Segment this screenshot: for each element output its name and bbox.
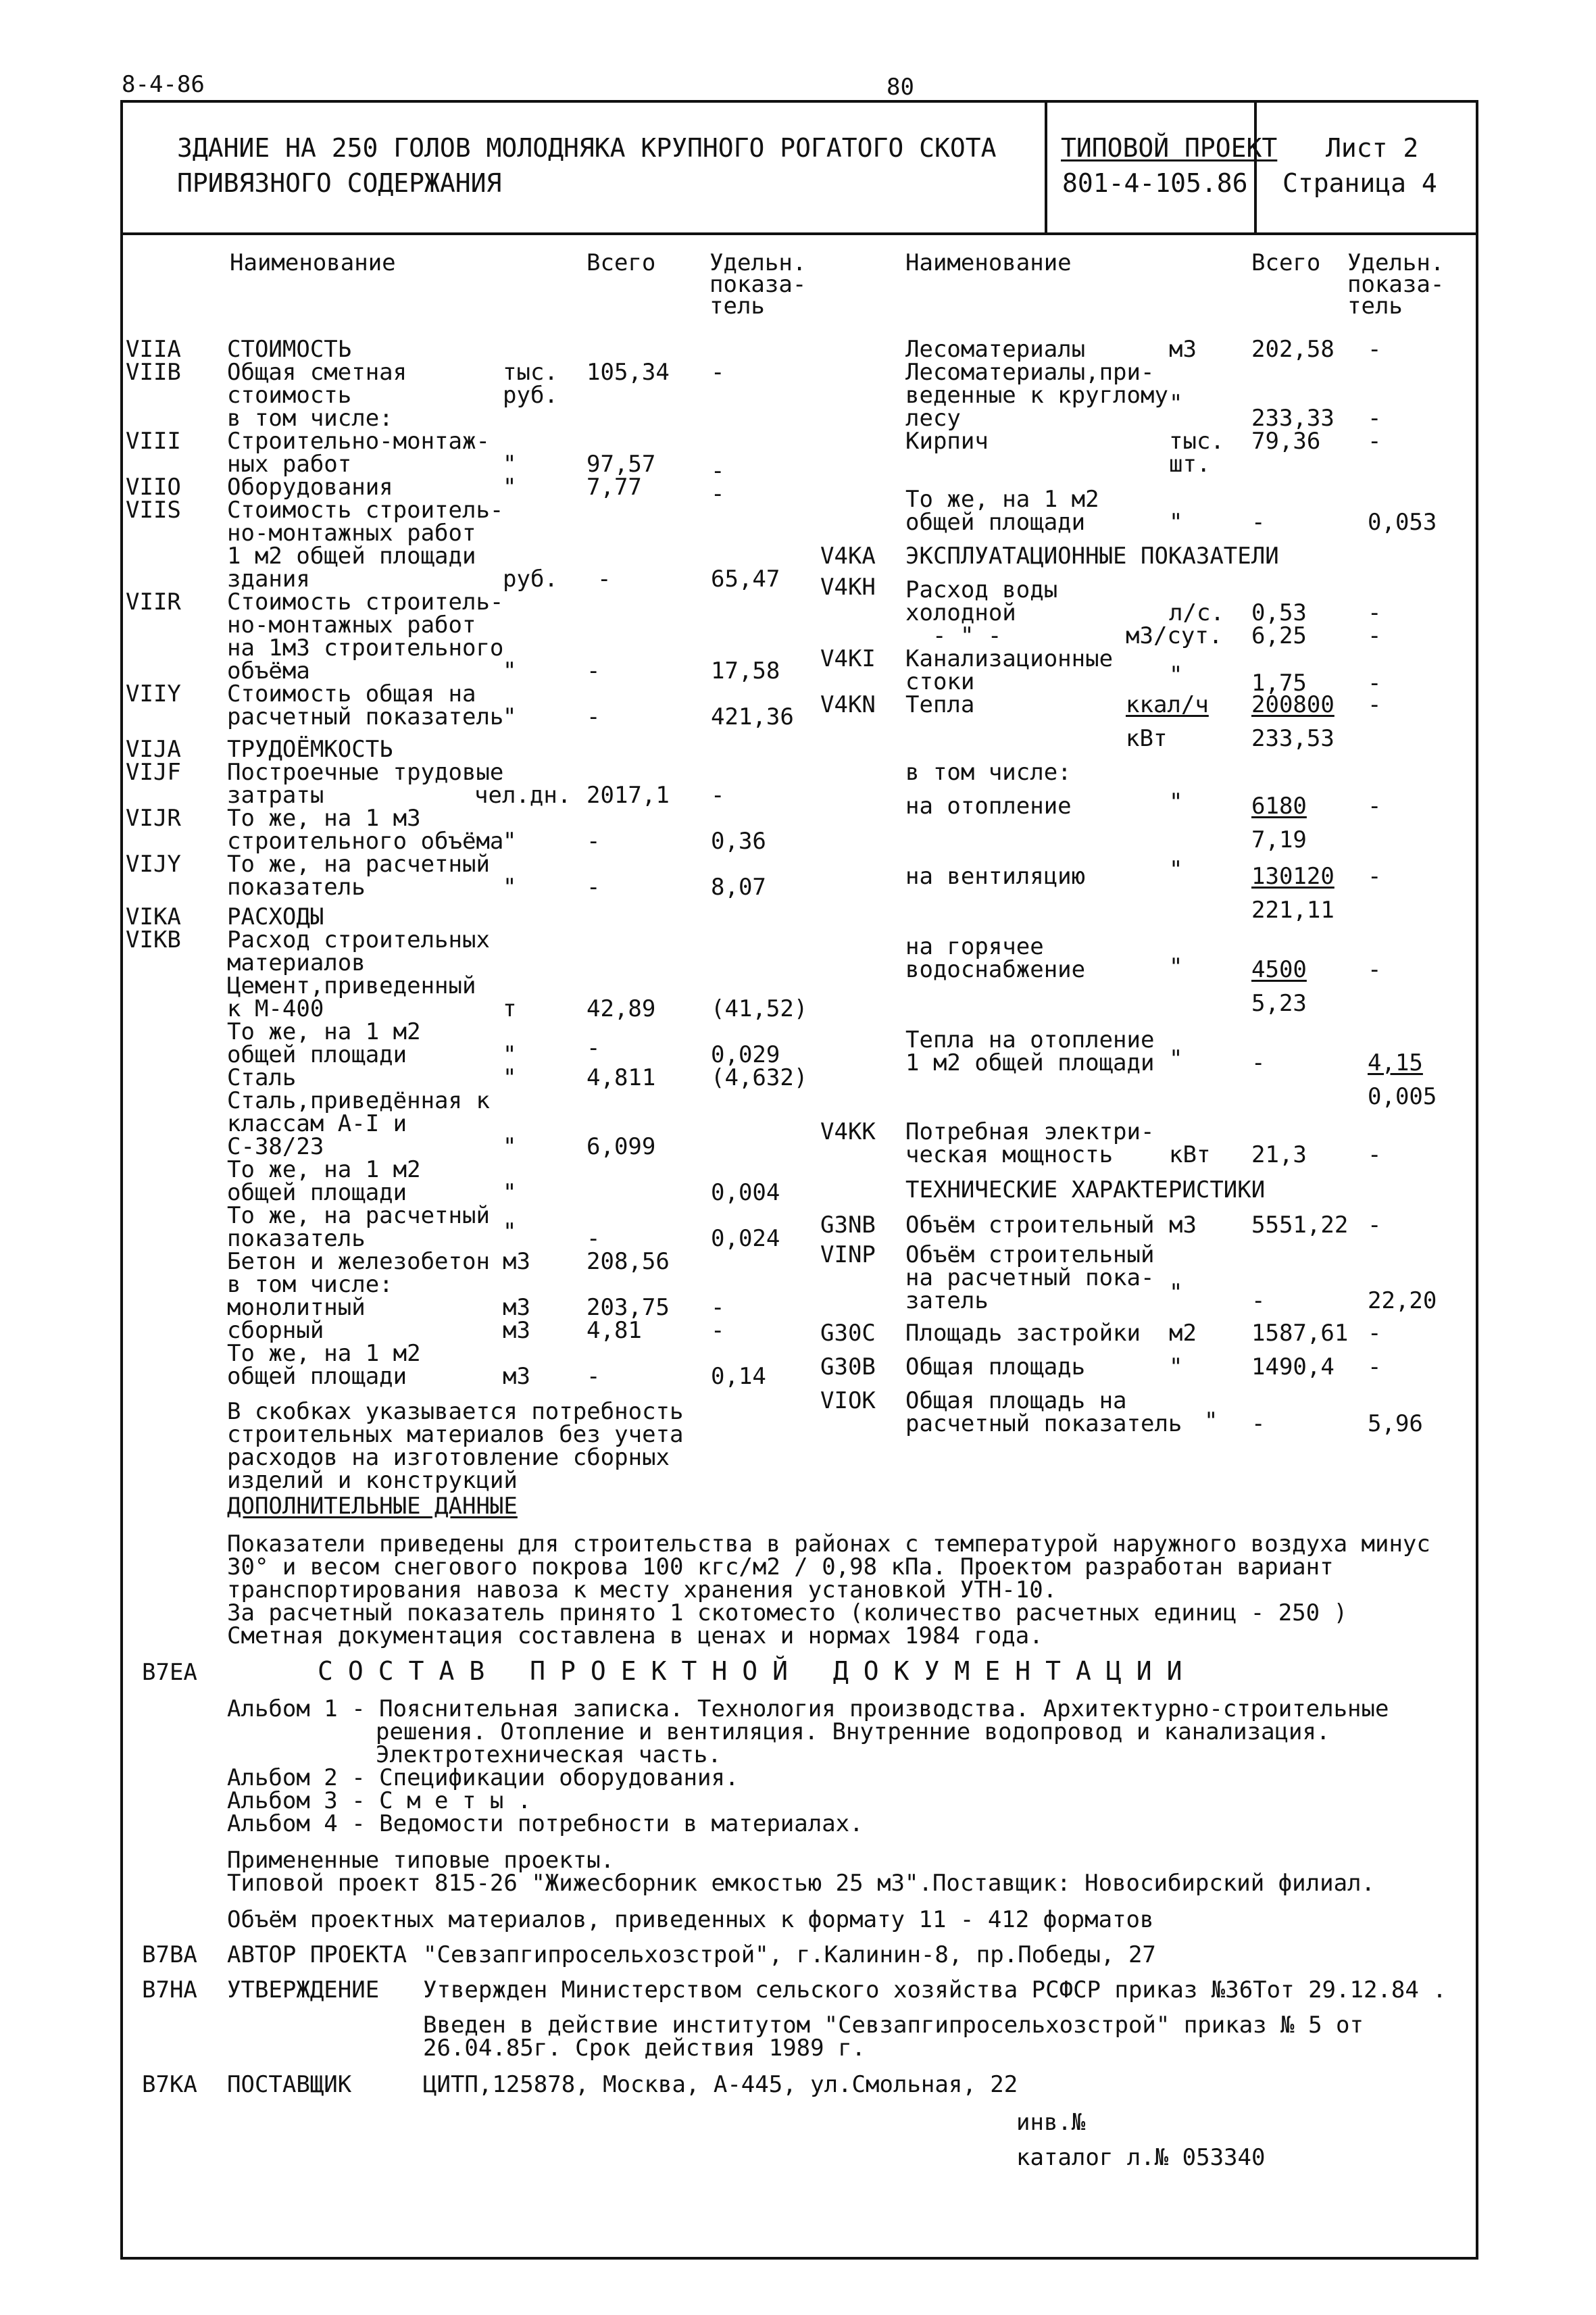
album-line: Альбом 1 - Пояснительная записка. Технология производства. Архитектурно-строительные xyxy=(227,1695,1389,1722)
row-code: B7KA xyxy=(142,2071,197,2098)
row-code: VIIA xyxy=(126,336,181,363)
row-name: затель xyxy=(905,1287,989,1314)
row-name: Объём строительный xyxy=(905,1212,1155,1239)
section-heading: СТОИМОСТЬ xyxy=(227,336,352,363)
row-unit: м3 xyxy=(1169,1212,1197,1239)
row-code: V4KI xyxy=(820,645,876,672)
row-total: 105,34 xyxy=(587,359,670,386)
document-code: 8-4-86 xyxy=(122,71,205,98)
col-spec-right-2: показа- xyxy=(1347,271,1445,298)
row-unit: тыс. xyxy=(1169,428,1224,455)
row-code: VIOK xyxy=(820,1387,876,1414)
row-spec: - xyxy=(711,1317,725,1344)
row-spec: 0,14 xyxy=(711,1363,766,1390)
row-spec: - xyxy=(711,457,725,484)
col-name-left: Наименование xyxy=(230,249,396,276)
row-name: Стоимость строитель- xyxy=(227,497,504,524)
row-total: 6,099 xyxy=(587,1133,656,1160)
row-total: 5551,22 xyxy=(1251,1212,1349,1239)
row-spec: - xyxy=(1368,956,1382,983)
row-name: в том числе: xyxy=(227,405,393,432)
section-heading: ТРУДОЁМКОСТЬ xyxy=(227,736,393,763)
note-line: расходов на изготовление сборных xyxy=(227,1444,670,1471)
row-spec: - xyxy=(1368,336,1382,363)
row-total: 130120 xyxy=(1251,863,1335,890)
row-name: сборный xyxy=(227,1317,324,1344)
inventory-number: инв.№ xyxy=(1016,2109,1086,2136)
row-code: V4KK xyxy=(820,1118,876,1145)
row-name: Общая площадь на xyxy=(905,1387,1127,1414)
row-code: VIJR xyxy=(126,805,181,832)
supplier-text: ЦИТП,125878, Москва, А-445, ул.Смольная, 22 xyxy=(423,2071,1018,2098)
row-name: монолитный xyxy=(227,1294,366,1321)
row-name: 1 м2 общей площади xyxy=(227,543,476,570)
row-name: То же, на 1 м3 xyxy=(227,805,421,832)
row-total: 202,58 xyxy=(1251,336,1335,363)
row-total: 1,75 xyxy=(1251,670,1307,697)
row-name: ных работ xyxy=(227,451,352,478)
col-spec-left-3: тель xyxy=(709,293,765,320)
row-name: Сталь xyxy=(227,1064,297,1091)
row-code: VIKA xyxy=(126,903,181,930)
sheet-label: Лист 2 xyxy=(1326,133,1419,163)
row-name: То же, на расчетный xyxy=(227,1202,490,1229)
row-spec: - xyxy=(711,480,725,507)
album-line: Альбом 2 - Спецификации оборудования. xyxy=(227,1764,739,1791)
row-unit: м2 xyxy=(1169,1320,1197,1347)
col-name-right: Наименование xyxy=(905,249,1072,276)
row-spec: 0,005 xyxy=(1368,1083,1437,1110)
row-name: здания xyxy=(227,566,310,593)
row-name: То же, на 1 м2 xyxy=(227,1018,421,1045)
note-line: В скобках указывается потребность xyxy=(227,1398,684,1425)
row-unit: м3 xyxy=(503,1294,530,1321)
row-name: Построечные трудовые xyxy=(227,759,504,786)
row-spec: 0,029 xyxy=(711,1041,780,1068)
row-name: Лесоматериалы xyxy=(905,336,1086,363)
row-code: VIII xyxy=(126,428,181,455)
row-total: - xyxy=(587,874,601,901)
row-name: общей площади xyxy=(227,1179,407,1206)
row-total: 5,23 xyxy=(1251,990,1307,1017)
row-unit: тыс. xyxy=(503,359,558,386)
composition-heading: СОСТАВ ПРОЕКТНОЙ ДОКУМЕНТАЦИИ xyxy=(318,1656,1197,1686)
row-total: 79,36 xyxy=(1251,428,1321,455)
row-unit: " xyxy=(503,828,517,855)
row-spec: - xyxy=(1368,670,1382,697)
row-spec: - xyxy=(1368,793,1382,820)
approval-text: 26.04.85г. Срок действия 1989 г. xyxy=(423,2035,866,2062)
section-heading: РАСХОДЫ xyxy=(227,903,324,930)
row-total: - xyxy=(1251,1287,1266,1314)
row-name: общей площади xyxy=(227,1363,407,1390)
row-unit: " xyxy=(1169,390,1183,417)
row-name: затраты xyxy=(227,782,324,809)
row-total: - xyxy=(1251,1410,1266,1437)
project-number: 801-4-105.86 xyxy=(1062,168,1248,198)
row-name: к М-400 xyxy=(227,995,324,1022)
row-code: VIIB xyxy=(126,359,181,386)
row-spec: 65,47 xyxy=(711,566,780,593)
row-name: Общая площадь xyxy=(905,1353,1086,1380)
row-name: Сталь,приведённая к xyxy=(227,1087,490,1114)
row-spec: - xyxy=(1368,405,1382,432)
row-unit: " xyxy=(503,474,517,501)
row-spec: - xyxy=(711,782,725,809)
row-unit: ккал/ч xyxy=(1126,691,1209,718)
album-line: Альбом 3 - С м е т ы . xyxy=(227,1787,532,1814)
album-line: Электротехническая часть. xyxy=(376,1741,722,1768)
row-name: ческая мощность xyxy=(905,1141,1114,1168)
row-spec: - xyxy=(711,1294,725,1321)
row-name: но-монтажных работ xyxy=(227,612,476,639)
row-name: С-38/23 xyxy=(227,1133,324,1160)
row-code: V4KH xyxy=(820,574,876,601)
extra-line: За расчетный показатель принято 1 скотоместо (количество расчетных единиц - 250 ) xyxy=(227,1599,1348,1626)
row-name: Канализационные xyxy=(905,645,1114,672)
row-unit: м3 xyxy=(503,1363,530,1390)
section-heading: ЭКСПЛУАТАЦИОННЫЕ ПОКАЗАТЕЛИ xyxy=(905,543,1279,570)
catalog-number: каталог л.№ 053340 xyxy=(1016,2144,1266,2171)
approval-text: Введен в действие институтом "Севзапгипросельхозстрой" приказ № 5 от xyxy=(423,2012,1364,2039)
row-unit: " xyxy=(503,657,517,684)
row-name: Расход воды xyxy=(905,576,1058,603)
header-divider xyxy=(120,232,1478,235)
row-code: VIJY xyxy=(126,851,181,878)
row-code: VIIR xyxy=(126,589,181,616)
row-spec: 22,20 xyxy=(1368,1287,1437,1314)
row-total: 203,75 xyxy=(587,1294,670,1321)
extra-line: 30° и весом снегового покрова 100 кгс/м2 / 0,98 кПа. Проектом разработан вариант xyxy=(227,1553,1334,1580)
row-spec: - xyxy=(1368,1141,1382,1168)
row-total: - xyxy=(587,1225,601,1252)
row-unit: " xyxy=(503,874,517,901)
row-name: То же, на 1 м2 xyxy=(905,486,1099,513)
row-total: 6180 xyxy=(1251,793,1307,820)
row-code: VINP xyxy=(820,1241,876,1268)
row-name: на отопление xyxy=(905,793,1072,820)
row-spec: 421,36 xyxy=(711,703,794,730)
row-unit: чел.дн. xyxy=(474,782,572,809)
page-title-line1: ЗДАНИЕ НА 250 ГОЛОВ МОЛОДНЯКА КРУПНОГО РОГАТОГО СКОТА xyxy=(177,133,997,163)
col-spec-right-1: Удельн. xyxy=(1347,249,1445,276)
extra-heading: ДОПОЛНИТЕЛЬНЫЕ ДАННЫЕ xyxy=(227,1493,518,1520)
row-spec: - xyxy=(1368,1212,1382,1239)
row-unit: м3 xyxy=(1169,336,1197,363)
row-spec: - xyxy=(1368,622,1382,649)
row-total: 1587,61 xyxy=(1251,1320,1349,1347)
row-name: Расход строительных xyxy=(227,926,490,953)
header-divider-v2 xyxy=(1254,100,1257,234)
row-name: Оборудования xyxy=(227,474,393,501)
author-label: АВТОР ПРОЕКТА xyxy=(227,1941,407,1968)
row-name: Бетон и железобетон xyxy=(227,1248,490,1275)
row-name: но-монтажных работ xyxy=(227,520,476,547)
row-unit: " xyxy=(1169,662,1183,689)
row-code: VIIO xyxy=(126,474,181,501)
row-unit: " xyxy=(1169,1045,1183,1072)
typical-projects-line: Типовой проект 815-26 "Жижесборник емкостью 25 м3".Поставщик: Новосибирский филиал. xyxy=(227,1870,1375,1897)
row-name: в том числе: xyxy=(227,1271,393,1298)
row-name: лесу xyxy=(905,405,961,432)
row-name: Потребная электри- xyxy=(905,1118,1155,1145)
row-name: расчетный показатель xyxy=(227,703,504,730)
row-total: - xyxy=(1251,1049,1266,1076)
row-total: 2017,1 xyxy=(587,782,670,809)
row-spec: (4,632) xyxy=(711,1064,808,1091)
page-label: Страница 4 xyxy=(1282,168,1437,198)
row-total: 21,3 xyxy=(1251,1141,1307,1168)
row-unit: " xyxy=(1169,1279,1183,1306)
volume-line: Объём проектных материалов, приведенных к формату 11 - 412 форматов xyxy=(227,1906,1154,1933)
album-line: решения. Отопление и вентиляция. Внутренние водопровод и канализация. xyxy=(376,1718,1330,1745)
row-spec: 0,36 xyxy=(711,828,766,855)
row-total: 7,19 xyxy=(1251,826,1307,853)
row-code: V4KN xyxy=(820,691,876,718)
project-label: ТИПОВОЙ ПРОЕКТ xyxy=(1061,133,1278,163)
row-total: 1490,4 xyxy=(1251,1353,1335,1380)
row-unit: " xyxy=(1169,509,1183,536)
row-unit: " xyxy=(503,1218,517,1245)
row-name: показатель xyxy=(227,1225,366,1252)
row-total: 42,89 xyxy=(587,995,656,1022)
row-total: - xyxy=(587,1035,601,1062)
row-unit: м3 xyxy=(503,1317,530,1344)
row-name: на расчетный пока- xyxy=(905,1264,1155,1291)
row-name: Лесоматериалы,при- xyxy=(905,359,1155,386)
row-name: холодной xyxy=(905,599,1016,626)
row-name: То же, на 1 м2 xyxy=(227,1340,421,1367)
row-code: B7BA xyxy=(142,1941,197,1968)
page-title-line2: ПРИВЯЗНОГО СОДЕРЖАНИЯ xyxy=(177,168,502,198)
row-name: Цемент,приведенный xyxy=(227,972,476,999)
row-unit: " xyxy=(503,1133,517,1160)
row-name: в том числе: xyxy=(905,759,1072,786)
row-name: на 1м3 строительного xyxy=(227,634,504,662)
row-spec: - xyxy=(1368,863,1382,890)
page-number: 80 xyxy=(887,74,914,101)
row-spec: - xyxy=(711,359,725,386)
row-name: Тепла на отопление xyxy=(905,1026,1155,1053)
row-name: Стоимость общая на xyxy=(227,680,476,707)
extra-line: транспортирования навоза к месту хранения установкой УТН-10. xyxy=(227,1576,1057,1603)
row-code: B7HA xyxy=(142,1976,197,2003)
row-name: стоки xyxy=(905,668,975,695)
row-spec: 17,58 xyxy=(711,657,780,684)
approval-text: Утвержден Министерством сельского хозяйства РСФСР приказ №36Тот 29.12.84 . xyxy=(423,1976,1447,2003)
row-name: на вентиляцию xyxy=(905,863,1086,890)
author-text: "Севзапгипросельхозстрой", г.Калинин-8, пр.Победы, 27 xyxy=(423,1941,1156,1968)
row-name: общей площади xyxy=(905,509,1086,536)
row-name: классам А-I и xyxy=(227,1110,407,1137)
row-name: расчетный показатель xyxy=(905,1410,1182,1437)
row-spec: - xyxy=(1368,1320,1382,1347)
typical-projects-line: Примененные типовые проекты. xyxy=(227,1847,615,1874)
row-code: G3NB xyxy=(820,1212,876,1239)
row-unit: " xyxy=(1169,789,1183,816)
row-total: 7,77 xyxy=(587,474,642,501)
row-code: B7EA xyxy=(142,1659,197,1686)
row-spec: 8,07 xyxy=(711,874,766,901)
extra-line: Показатели приведены для строительства в районах с температурой наружного воздуха минус xyxy=(227,1530,1430,1558)
row-name: Общая сметная xyxy=(227,359,407,386)
row-name: Объём строительный xyxy=(905,1241,1155,1268)
row-total: 6,25 xyxy=(1251,622,1307,649)
row-spec: 5,96 xyxy=(1368,1410,1423,1437)
row-unit: " xyxy=(503,1179,517,1206)
row-unit: кВт xyxy=(1169,1141,1211,1168)
row-total: - xyxy=(1251,509,1266,536)
row-code: G30C xyxy=(820,1320,876,1347)
supplier-label: ПОСТАВЩИК xyxy=(227,2071,352,2098)
extra-line: Сметная документация составлена в ценах и нормах 1984 года. xyxy=(227,1622,1043,1649)
row-unit: м3/сут. xyxy=(1126,622,1223,649)
row-name: То же, на 1 м2 xyxy=(227,1156,421,1183)
row-total: - xyxy=(587,828,601,855)
album-line: Альбом 4 - Ведомости потребности в материалах. xyxy=(227,1810,864,1837)
row-total: - xyxy=(587,1363,601,1390)
col-total-left: Всего xyxy=(587,249,656,276)
row-code: VIIS xyxy=(126,497,181,524)
note-line: изделий и конструкций xyxy=(227,1467,518,1494)
approval-label: УТВЕРЖДЕНИЕ xyxy=(227,1976,380,2003)
row-unit: кВт xyxy=(1126,725,1168,752)
row-unit: " xyxy=(503,703,517,730)
row-name: материалов xyxy=(227,949,366,976)
row-code: G30B xyxy=(820,1353,876,1380)
row-spec: - xyxy=(1368,428,1382,455)
row-total: - xyxy=(597,566,612,593)
row-total: 221,11 xyxy=(1251,897,1335,924)
row-total: 4,81 xyxy=(587,1317,642,1344)
row-name: на горячее xyxy=(905,933,1044,960)
row-code: VIKB xyxy=(126,926,181,953)
row-total: 208,56 xyxy=(587,1248,670,1275)
row-spec: 0,004 xyxy=(711,1179,780,1206)
note-line: строительных материалов без учета xyxy=(227,1421,684,1448)
col-spec-left-1: Удельн. xyxy=(709,249,807,276)
section-heading: ТЕХНИЧЕСКИЕ ХАРАКТЕРИСТИКИ xyxy=(905,1176,1266,1203)
row-total: 233,53 xyxy=(1251,725,1335,752)
row-name: То же, на расчетный xyxy=(227,851,490,878)
row-total: 4500 xyxy=(1251,956,1307,983)
row-spec: 0,024 xyxy=(711,1225,780,1252)
row-name: 1 м2 общей площади xyxy=(905,1049,1155,1076)
row-total: 97,57 xyxy=(587,451,656,478)
row-unit: " xyxy=(1169,1353,1183,1380)
row-name: объёма xyxy=(227,657,310,684)
row-spec: 4,15 xyxy=(1368,1049,1423,1076)
row-unit: " xyxy=(503,1041,517,1068)
row-name: - " - xyxy=(932,622,1002,649)
row-spec: - xyxy=(1368,599,1382,626)
row-spec: (41,52) xyxy=(711,995,808,1022)
row-name: строительного объёма xyxy=(227,828,504,855)
row-total: 0,53 xyxy=(1251,599,1307,626)
row-unit: " xyxy=(503,1064,517,1091)
row-code: VIJF xyxy=(126,759,181,786)
row-name: Стоимость строитель- xyxy=(227,589,504,616)
row-name: общей площади xyxy=(227,1041,407,1068)
row-name: Кирпич xyxy=(905,428,989,455)
row-unit: руб. xyxy=(503,566,558,593)
row-total: - xyxy=(587,703,601,730)
row-name: стоимость xyxy=(227,382,352,409)
row-total: 4,811 xyxy=(587,1064,656,1091)
row-unit: " xyxy=(1204,1408,1218,1435)
row-name: водоснабжение xyxy=(905,956,1086,983)
row-name: показатель xyxy=(227,874,366,901)
row-total: 200800 xyxy=(1251,691,1335,718)
row-name: Площадь застройки xyxy=(905,1320,1141,1347)
row-unit: руб. xyxy=(503,382,558,409)
row-code: VIIY xyxy=(126,680,181,707)
col-spec-right-3: тель xyxy=(1347,293,1403,320)
row-unit: л/с. xyxy=(1169,599,1224,626)
col-total-right: Всего xyxy=(1251,249,1321,276)
row-total: 233,33 xyxy=(1251,405,1335,432)
row-unit: т xyxy=(503,995,517,1022)
row-spec: - xyxy=(1368,1353,1382,1380)
row-unit: " xyxy=(503,451,517,478)
row-code: V4KA xyxy=(820,543,876,570)
row-code: VIJA xyxy=(126,736,181,763)
header-divider-v1 xyxy=(1045,100,1047,234)
row-name: веденные к круглому xyxy=(905,382,1168,409)
col-spec-left-2: показа- xyxy=(709,271,807,298)
row-name: Тепла xyxy=(905,691,975,718)
row-name: Строительно-монтаж- xyxy=(227,428,490,455)
row-unit: " xyxy=(1169,953,1183,980)
row-spec: 0,053 xyxy=(1368,509,1437,536)
row-unit: м3 xyxy=(503,1248,530,1275)
row-spec: - xyxy=(1368,691,1382,718)
row-unit: " xyxy=(1169,856,1183,883)
row-unit: шт. xyxy=(1169,451,1211,478)
row-total: - xyxy=(587,657,601,684)
